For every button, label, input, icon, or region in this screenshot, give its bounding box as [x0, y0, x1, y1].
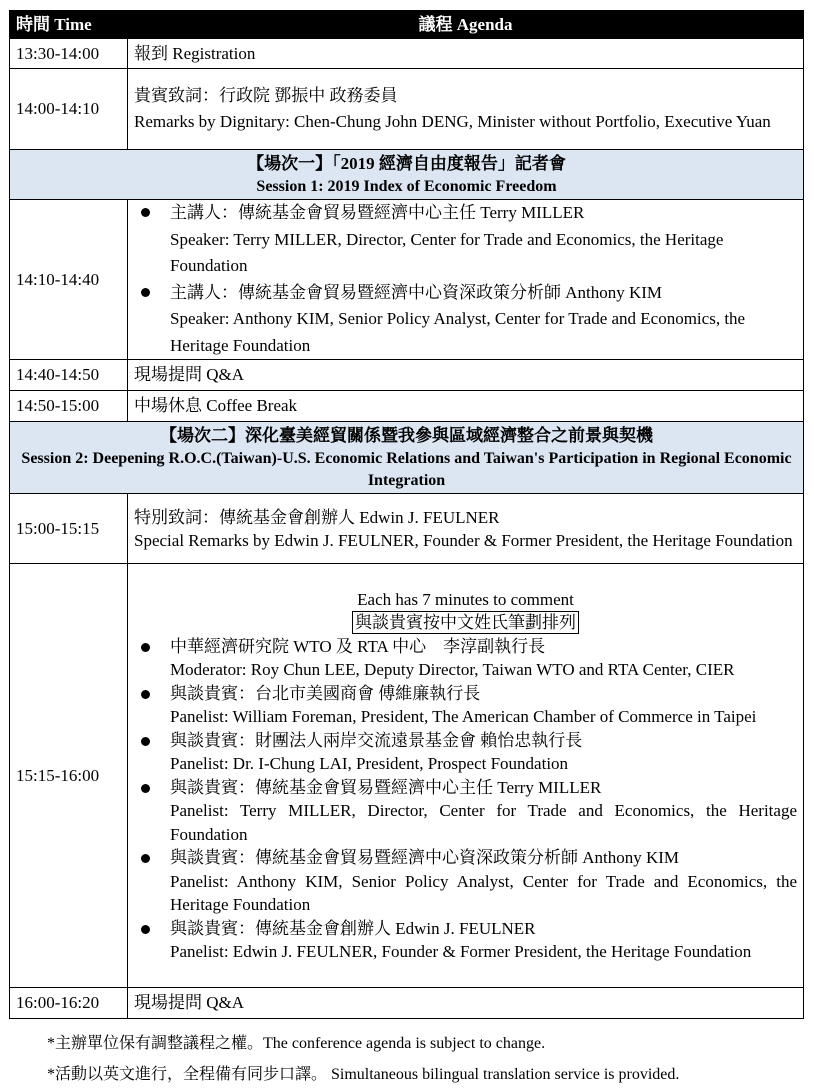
dignitary-zh: 貴賓致詞：行政院 鄧振中 政務委員: [134, 86, 398, 105]
special-remarks-en: Special Remarks by Edwin J. FEULNER, Founder & Former President, the Heritage Foundation: [134, 530, 793, 550]
agenda-row-final-qa: [10, 988, 804, 1019]
agenda-row-special-remarks: [10, 494, 804, 564]
session2-header-row: [10, 422, 804, 494]
session1-speakers-row: [10, 200, 804, 360]
footnote-translation: *活動以英文進行，全程備有同步口譯。 Simultaneous bilingual translation service is provided.: [47, 1066, 680, 1083]
agenda-cell: 現場提問 Q&A: [128, 360, 804, 391]
speaker-list: [134, 200, 797, 359]
speaker-zh: 主講人：傳統基金會貿易暨經濟中心主任 Terry MILLER: [170, 203, 585, 222]
session1-title: [10, 150, 804, 200]
agenda-row-dignitary-remarks: [10, 69, 804, 150]
agenda-row-qa: [10, 360, 804, 391]
agenda-cell: 現場提問 Q&A: [128, 988, 804, 1019]
list-item: [134, 776, 797, 847]
agenda-cell: [128, 69, 804, 150]
special-remarks-zh: 特別致詞：傳統基金會創辦人 Edwin J. FEULNER: [134, 507, 500, 527]
agenda-cell: 中場休息 Coffee Break: [128, 391, 804, 422]
list-item: [134, 729, 797, 776]
speaker-zh: 主講人：傳統基金會貿易暨經濟中心資深政策分析師 Anthony KIM: [170, 282, 663, 302]
panelist-zh: 與談貴賓：傳統基金會創辦人 Edwin J. FEULNER: [170, 918, 536, 938]
panel-note-zh: 與談貴賓按中文姓氏筆劃排列: [352, 611, 579, 634]
list-item: [134, 280, 797, 360]
panelist-zh: 與談貴賓：財團法人兩岸交流遠景基金會 賴怡忠執行長: [170, 730, 583, 750]
panelist-en: Moderator: Roy Chun LEE, Deputy Director, Taiwan WTO and RTA Center, CIER: [170, 660, 735, 679]
time-cell: 14:50-15:00: [10, 391, 128, 422]
panelist-en: Panelist: Terry MILLER, Director, Center for Trade and Economics, the Heritage Foundation: [170, 801, 797, 844]
panelist-en: Panelist: Anthony KIM, Senior Policy Analyst, Center for Trade and Economics, the Heritage Foundation: [170, 871, 797, 914]
time-cell: 14:10-14:40: [10, 200, 128, 360]
time-cell: 14:40-14:50: [10, 360, 128, 391]
panelist-list: [134, 635, 797, 964]
panel-note-en: Each has 7 minutes to comment: [357, 589, 574, 609]
list-item: [134, 846, 797, 917]
speaker-en: Speaker: Terry MILLER, Director, Center for Trade and Economics, the Heritage Foundation: [170, 229, 724, 275]
agenda-cell: [128, 564, 804, 988]
time-cell: 14:00-14:10: [10, 69, 128, 150]
time-cell: 16:00-16:20: [10, 988, 128, 1019]
agenda-cell: [128, 494, 804, 564]
panelist-en: Panelist: Dr. I-Chung LAI, President, Prospect Foundation: [170, 754, 569, 773]
list-item: [134, 635, 797, 682]
session2-title-en: Session 2: Deepening R.O.C.(Taiwan)-U.S. Economic Relations and Taiwan's Participation in Regional Economic Integration: [21, 449, 792, 489]
time-cell: 15:00-15:15: [10, 494, 128, 564]
panelist-en: Panelist: William Foreman, President, The American Chamber of Commerce in Taipei: [170, 707, 757, 726]
dignitary-en: Remarks by Dignitary: Chen-Chung John DENG, Minister without Portfolio, Executive Yuan: [134, 112, 771, 131]
agenda-column-header: 議程 Agenda: [128, 11, 804, 39]
time-cell: 13:30-14:00: [10, 39, 128, 69]
list-item: [134, 200, 797, 280]
footnote-agenda-change: *主辦單位保有調整議程之權。The conference agenda is subject to change.: [47, 1035, 546, 1052]
agenda-row-coffee-break: [10, 391, 804, 422]
agenda-cell: 報到 Registration: [128, 39, 804, 69]
time-cell: 15:15-16:00: [10, 564, 128, 988]
session1-header-row: [10, 150, 804, 200]
panelist-zh: 與談貴賓：傳統基金會貿易暨經濟中心主任 Terry MILLER: [170, 777, 602, 797]
list-item: [134, 682, 797, 729]
speaker-en: Speaker: Anthony KIM, Senior Policy Analyst, Center for Trade and Economics, the Heritage Foundation: [170, 309, 746, 355]
panelist-zh: 中華經濟研究院 WTO 及 RTA 中心 李淳副執行長: [170, 636, 546, 656]
footnotes: [47, 1028, 679, 1090]
session1-title-en: Session 1: 2019 Index of Economic Freedom: [256, 177, 557, 195]
list-item: [134, 917, 797, 964]
agenda-cell: [128, 200, 804, 360]
panel-note-zh-wrap: [134, 611, 797, 635]
panelist-zh: 與談貴賓：傳統基金會貿易暨經濟中心資深政策分析師 Anthony KIM: [170, 848, 680, 867]
session1-title-zh: 【場次一】「2019 經濟自由度報告」記者會: [247, 153, 566, 173]
session2-title-zh: 【場次二】深化臺美經貿關係暨我參與區域經濟整合之前景與契機: [160, 425, 653, 445]
agenda-row-registration: [10, 39, 804, 69]
panelist-en: Panelist: Edwin J. FEULNER, Founder & Former President, the Heritage Foundation: [170, 942, 752, 961]
time-column-header: 時間 Time: [10, 11, 128, 39]
session2-panel-row: [10, 564, 804, 988]
session2-title: [10, 422, 804, 494]
panelist-zh: 與談貴賓：台北市美國商會 傅維廉執行長: [170, 683, 481, 703]
header-row: [10, 11, 804, 39]
agenda-table: [9, 10, 804, 1019]
